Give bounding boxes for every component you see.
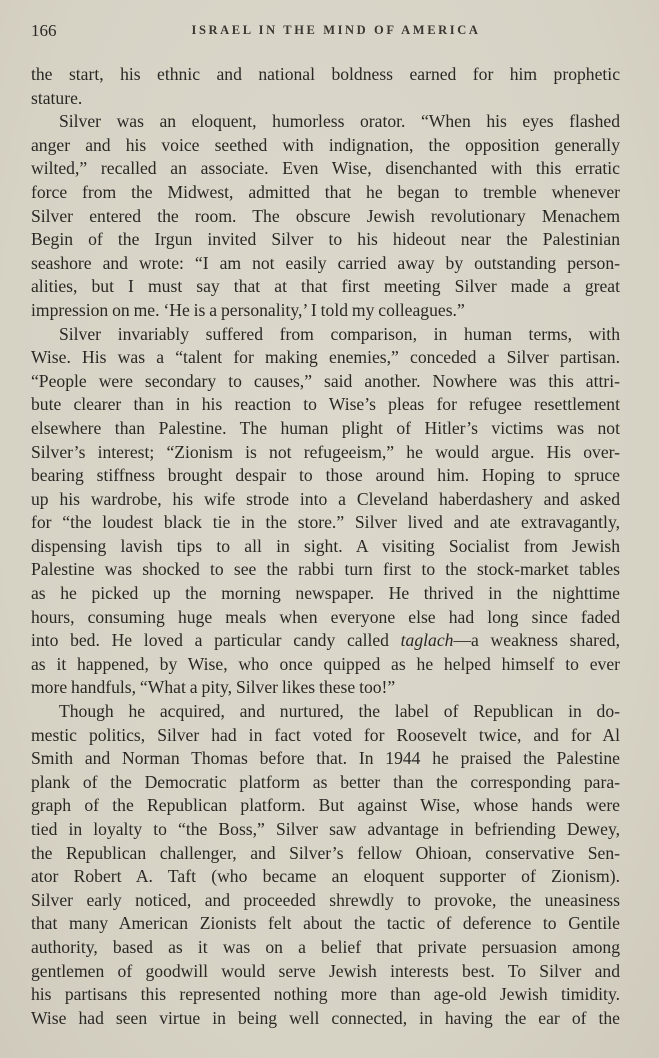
text-line: Smith and Norman Thomas before that. In 1944 he praised the Palestine xyxy=(31,748,620,769)
text-line: more handfuls, “What a pity, Silver likes these too!” xyxy=(31,677,396,698)
text-segment: —a weakness shared, xyxy=(453,630,620,651)
text-line: mestic politics, Silver had in fact voted for Roosevelt twice, and for Al xyxy=(31,724,620,745)
text-line: Though he acquired, and nurtured, the label of Republican in do- xyxy=(59,701,620,722)
text-line: bearing stiffness brought despair to those around him. Hoping to spruce xyxy=(31,465,620,486)
text-line: stature. xyxy=(31,87,83,108)
text-line: Silver early noticed, and proceeded shrewdly to provoke, the uneasiness xyxy=(31,889,620,910)
text-line: seashore and wrote: “I am not easily carried away by outstanding person- xyxy=(31,252,620,273)
text-line: up his wardrobe, his wife strode into a Cleveland haberdashery and asked xyxy=(31,488,620,509)
text-line: tied in loyalty to “the Boss,” Silver saw advantage in befriending Dewey, xyxy=(31,819,620,839)
text-line: Palestine was shocked to see the rabbi turn first to the stock-market tables xyxy=(31,559,620,580)
text-line: for “the loudest black tie in the store.” Silver lived and ate extravagantly, xyxy=(31,512,620,533)
text-line: elsewhere than Palestine. The human plight of Hitler’s victims was not xyxy=(31,417,620,438)
text-line: Silver invariably suffered from comparison, in human terms, with xyxy=(59,323,620,344)
text-line: graph of the Republican platform. But against Wise, whose hands were xyxy=(31,795,620,816)
text-line: Wise. His was a “talent for making enemies,” conceded a Silver partisan. xyxy=(31,347,620,368)
text-line: as it happened, by Wise, who once quipped as he helped himself to ever xyxy=(31,653,620,674)
text-line: dispensing lavish tips to all in sight. A visiting Socialist from Jewish xyxy=(31,535,620,556)
text-line: Silver’s interest; “Zionism is not refugeeism,” he would argue. His over- xyxy=(31,441,620,462)
text-line: the start, his ethnic and national boldness earned for him prophetic xyxy=(31,64,620,84)
paragraph xyxy=(31,110,620,322)
paragraph xyxy=(31,700,620,1030)
text-segment: into bed. He loved a particular candy called xyxy=(31,630,401,651)
text-line: “People were secondary to causes,” said another. Nowhere was this attri- xyxy=(31,370,620,391)
text-line: Begin of the Irgun invited Silver to his hideout near the Palestinian xyxy=(31,229,620,250)
text-line: force from the Midwest, admitted that he began to tremble whenever xyxy=(31,181,620,202)
text-line: Wise had seen virtue in being well connected, in having the ear of the xyxy=(31,1007,620,1028)
text-line: ator Robert A. Taft (who became an eloquent supporter of Zionism). xyxy=(31,866,620,887)
text-line xyxy=(31,629,620,653)
text-line: wilted,” recalled an associate. Even Wise, disenchanted with this erratic xyxy=(31,158,620,179)
text-line: impression on me. ‘He is a personality,’ I told my colleagues.” xyxy=(31,299,465,320)
running-head xyxy=(31,21,621,43)
running-title: ISRAEL IN THE MIND OF AMERICA xyxy=(191,23,481,37)
text-line: as he picked up the morning newspaper. He thrived in the nighttime xyxy=(31,583,620,604)
text-line: his partisans this represented nothing more than age-old Jewish timidity. xyxy=(31,984,620,1005)
text-line: authority, based as it was on a belief that private persuasion among xyxy=(31,936,620,957)
page-number: 166 xyxy=(31,21,57,40)
text-line: the Republican challenger, and Silver’s fellow Ohioan, conservative Sen- xyxy=(31,842,620,863)
text-line: alities, but I must say that at that first meeting Silver made a great xyxy=(31,276,620,297)
paragraph xyxy=(31,63,620,110)
text-line: anger and his voice seethed with indignation, the opposition generally xyxy=(31,134,620,155)
text-line: hours, consuming huge meals when everyone else had long since faded xyxy=(31,606,620,627)
text-line: that many American Zionists felt about the tactic of deference to Gentile xyxy=(31,913,620,934)
text-line: Silver entered the room. The obscure Jewish revolutionary Menachem xyxy=(31,205,620,226)
text-line: plank of the Democratic platform as better than the corresponding para- xyxy=(31,771,620,792)
italic-term: taglach xyxy=(400,630,454,651)
text-line: Silver was an eloquent, humorless orator. “When his eyes flashed xyxy=(59,111,620,132)
body-text xyxy=(31,63,620,1030)
text-line: bute clearer than in his reaction to Wise’s pleas for refugee resettlement xyxy=(31,394,620,415)
text-line: gentlemen of goodwill would serve Jewish interests best. To Silver and xyxy=(31,960,620,981)
paragraph xyxy=(31,323,620,701)
